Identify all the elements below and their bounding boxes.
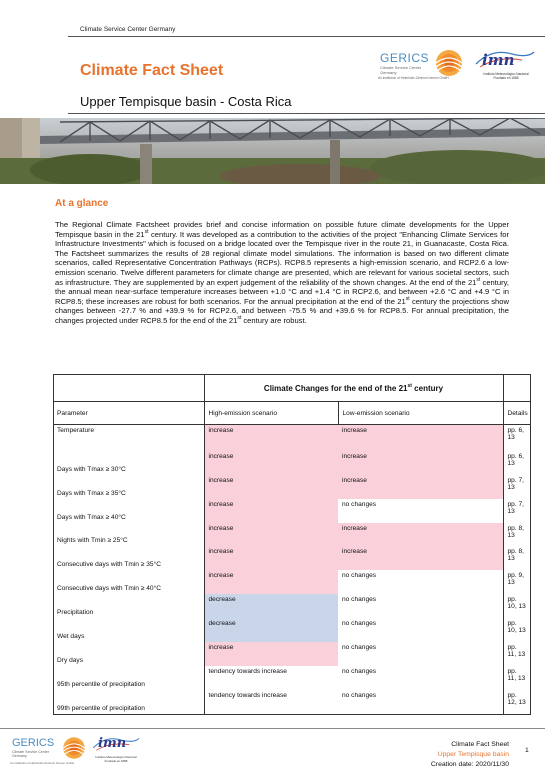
footer-divider	[0, 728, 545, 729]
cell-low-emission: increase	[338, 475, 503, 499]
cell-details: pp. 9, 13	[507, 572, 524, 587]
section-heading: At a glance	[55, 198, 109, 209]
cell-parameter: Consecutive days with Tmin ≥ 35°C	[57, 561, 161, 569]
banner-top-divider	[68, 113, 545, 114]
cell-parameter: Precipitation	[57, 609, 94, 617]
footer-gerics-line1: Climate Service Center Germany	[12, 750, 49, 758]
cell-low-emission: no changes	[338, 690, 503, 714]
bridge-banner-image	[0, 118, 545, 184]
cell-details: pp. 8, 13	[507, 524, 524, 539]
header-divider	[68, 36, 545, 37]
gerics-logo-line1: Climate Service Center Germany	[380, 65, 422, 75]
cell-high-emission: increase	[204, 570, 338, 594]
cell-low-emission: no changes	[338, 642, 503, 666]
cell-parameter: Dry days	[57, 656, 84, 664]
table-row	[53, 570, 531, 594]
cell-details: pp. 8, 13	[507, 548, 524, 563]
intro-paragraph: The Regional Climate Factsheet provides brief and concise information on possible future climate developments for the Upper Tempisque basin in the 21st century. It was developed as a contribution to the activities of the project "Enhancing Climate Services for Infrastructure Investments" which is focused on a bridge located over the Tempisque river in the route 21, in Guanacaste, Costa Rica. The Factsheet summarizes the results of 28 regional climate model simulations. The information is based on two different climate scenarios, called Representative Concentration Pathways (RCPs). RCP8.5 represents a high-emission scenario, and RCP2.6 a low-emission scenario. Twelve different parameters for climate change are presented, which are relevant for various societal sectors, such as infrastructure. They are supplemented by an expert judgement of the reliability of the shown changes. At the end of the 21st century, the annual mean near-surface temperature increases between +1.0 °C and +1.4 °C in RCP2.6, and between +2.6 °C and +4.9 °C in RCP8.5; these increases are robust for both scenarios. For the annual precipitation at the end of the 21st century the projections show changes between -27.7 % and +39.9 % for RCP2.6, and between -75.5 % and +39.6 % for RCP8.5. For annual precipitation, the changes projected under RCP8.5 for the end of the 21st century are robust.	[55, 220, 509, 325]
cell-details: pp. 11, 13	[507, 644, 526, 659]
cell-low-emission: no changes	[338, 666, 503, 690]
cell-high-emission: decrease	[204, 618, 338, 642]
cell-low-emission: no changes	[338, 594, 503, 618]
table-row	[53, 523, 531, 547]
footer-gerics-line3: An institution of Helmholtz-Zentrum hereon GmbH	[10, 761, 75, 765]
table-body	[53, 425, 531, 715]
cell-details: pp. 6, 13	[507, 452, 524, 467]
page-title: Climate Fact Sheet	[80, 62, 224, 79]
cell-high-emission: tendency towards increase	[204, 690, 338, 714]
footer-imn-logo	[90, 735, 142, 767]
cell-high-emission: increase	[204, 523, 338, 547]
cell-details: pp. 7, 13	[507, 476, 524, 491]
cell-parameter: 99th percentile of precipitation	[53, 690, 204, 714]
cell-parameter: Wet days	[57, 633, 85, 641]
cell-high-emission: tendency towards increase	[204, 666, 338, 690]
gerics-logo-line3: An institution of Helmholtz-Zentrum hereon GmbH	[378, 76, 449, 80]
cell-low-emission: no changes	[338, 570, 503, 594]
footer-region: Upper Tempisque basin	[437, 750, 509, 758]
gerics-logo-word: GERICS	[380, 51, 430, 65]
imn-logo-caption: Instituto Meteorológico Nacional Fundado en 1888	[483, 72, 529, 80]
cell-low-emission: no changes	[338, 618, 503, 642]
footer-gerics-logo	[10, 735, 90, 767]
cell-details: pp. 6, 13	[507, 427, 524, 441]
cell-high-emission: increase	[204, 499, 338, 523]
climate-changes-table	[53, 374, 531, 715]
column-header-parameter: Parameter	[53, 402, 204, 425]
cell-parameter: Nights with Tmin ≥ 25°C	[57, 537, 128, 545]
page-subtitle: Upper Tempisque basin - Costa Rica	[80, 94, 292, 109]
cell-high-emission: increase	[204, 475, 338, 499]
footer-doc-title: Climate Fact Sheet	[451, 741, 509, 748]
cell-details: pp. 10, 13	[507, 620, 526, 635]
table-row	[53, 499, 531, 523]
column-header-details: Details	[503, 402, 531, 425]
cell-parameter: Days with Tmax ≥ 30°C	[57, 465, 126, 473]
table-row	[53, 666, 531, 690]
cell-high-emission: increase	[204, 451, 338, 475]
cell-low-emission: increase	[338, 425, 503, 451]
cell-details: pp. 7, 13	[507, 500, 524, 515]
table-caption: Climate Changes for the end of the 21st century	[204, 375, 503, 402]
footer-gerics-sun-icon	[60, 735, 88, 761]
cell-low-emission: increase	[338, 546, 503, 570]
footer-info	[431, 740, 509, 769]
cell-high-emission: decrease	[204, 594, 338, 618]
cell-low-emission: no changes	[338, 499, 503, 523]
organization-label: Climate Service Center Germany	[80, 26, 176, 33]
footer-creation-date: Creation date: 2020/11/30	[430, 760, 509, 768]
table-row	[53, 618, 531, 642]
table-row	[53, 690, 531, 714]
cell-details: pp. 12, 13	[503, 690, 531, 714]
page-number: 1	[525, 747, 529, 754]
cell-details: pp. 10, 13	[507, 596, 526, 611]
cell-parameter: Days with Tmax ≥ 35°C	[57, 489, 126, 497]
footer-gerics-word: GERICS	[12, 737, 55, 749]
footer-imn-word: imn	[98, 736, 127, 751]
cell-parameter: Days with Tmax ≥ 40°C	[57, 513, 126, 521]
column-header-low-emission: Low-emission scenario	[338, 402, 503, 425]
cell-high-emission: increase	[204, 642, 338, 666]
table-row	[53, 451, 531, 475]
footer-imn-caption: Instituto Meteorológico Nacional Fundado en 1888	[95, 755, 137, 763]
cell-high-emission: increase	[204, 546, 338, 570]
table-row	[53, 642, 531, 666]
table-row	[53, 425, 531, 451]
imn-logo-word: imn	[482, 51, 515, 69]
table-row	[53, 594, 531, 618]
imn-logo	[472, 48, 538, 84]
cell-low-emission: increase	[338, 451, 503, 475]
cell-parameter: 95th percentile of precipitation	[57, 680, 145, 688]
cell-parameter: Temperature	[57, 427, 95, 434]
cell-low-emission: increase	[338, 523, 503, 547]
gerics-logo	[378, 48, 468, 84]
table-row	[53, 546, 531, 570]
gerics-sun-icon	[432, 48, 466, 78]
cell-high-emission: increase	[204, 425, 338, 451]
cell-parameter: Consecutive days with Tmin ≥ 40°C	[57, 585, 161, 593]
column-header-high-emission: High-emission scenario	[204, 402, 338, 425]
table-row	[53, 475, 531, 499]
cell-details: pp. 11, 13	[507, 667, 526, 682]
